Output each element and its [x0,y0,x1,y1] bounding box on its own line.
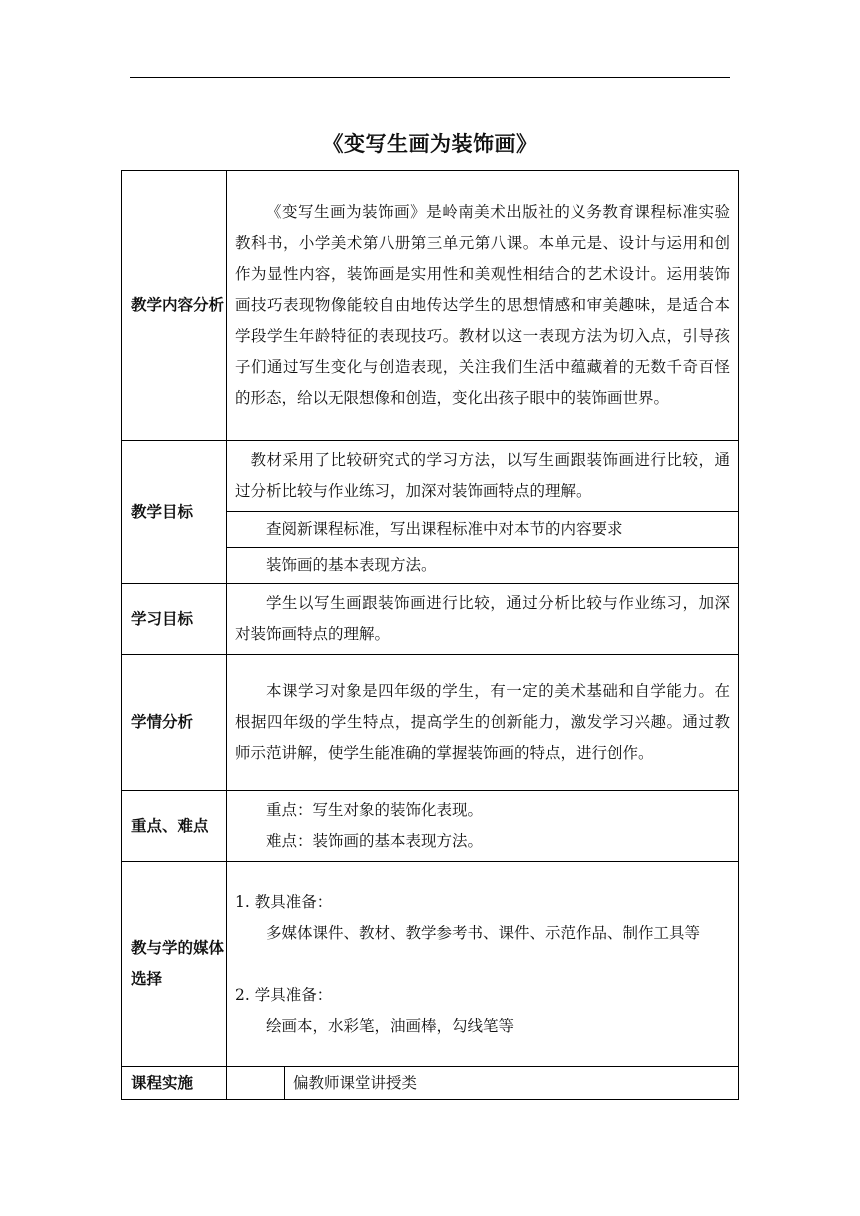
header-rule [130,77,730,78]
row-media [122,862,739,1067]
difficult-point: 难点：装饰画的基本表现方法。 [266,832,484,850]
label-implementation: 课程实施 [122,1067,227,1100]
teaching-goal-2-text: 查阅新课程标准，写出课程标准中对本节的内容要求 [266,520,623,538]
learning-goals-text [227,584,739,655]
row-learner-analysis [122,655,739,791]
row-content-analysis [122,171,739,441]
content-analysis-paragraph: 《变写生画为装饰画》是岭南美术出版社的义务教育课程标准实验教科书，小学美术第八册第三单元第八课。本单元是、设计与运用和创作为显性内容，装饰画是实用性和美观性相结合的艺术设计。运用装饰画技巧表现物像能较自由地传达学生的思想情感和审美趣味，是适合本学段学生年龄特征的表现技巧。教材以这一表现方法为切入点，引导孩子们通过写生变化与创造表现，关注我们生活中蕴藏着的无数千奇百怪的形态，给以无限想像和创造，变化出孩子眼中的装饰画世界。 [235,203,730,407]
label-learner-analysis: 学情分析 [122,655,227,791]
lesson-plan-table [121,170,739,1100]
label-media: 教与学的媒体选择 [122,862,227,1067]
media-text [227,862,739,1067]
media-item-1-text: 多媒体课件、教材、教学参考书、课件、示范作品、制作工具等 [266,923,701,942]
learning-goals-paragraph: 学生以写生画跟装饰画进行比较，通过分析比较与作业练习，加深对装饰画特点的理解。 [235,594,730,643]
teaching-goal-3-text: 装饰画的基本表现方法。 [266,556,437,574]
teaching-goal-3 [227,548,739,584]
label-content-analysis: 教学内容分析 [122,171,227,441]
learner-analysis-text [227,655,739,791]
label-learning-goals: 学习目标 [122,584,227,655]
media-item-2-text: 绘画本，水彩笔，油画棒，勾线笔等 [266,1016,515,1035]
label-key-points: 重点、难点 [122,791,227,862]
row-teaching-goals [122,441,739,512]
implementation-text: 偏教师课堂讲授类 [285,1067,739,1100]
row-key-points [122,791,739,862]
row-implementation [122,1067,739,1100]
media-item-1-title: 1. 教具准备： [235,892,333,911]
label-teaching-goals: 教学目标 [122,441,227,584]
teaching-goal-2 [227,512,739,548]
row-learning-goals [122,584,739,655]
media-item-2-title: 2. 学具准备： [235,985,333,1004]
learner-analysis-paragraph: 本课学习对象是四年级的学生，有一定的美术基础和自学能力。在根据四年级的学生特点，提高学生的创新能力，激发学习兴趣。通过教师示范讲解，使学生能准确的掌握装饰画的特点，进行创作。 [235,682,730,762]
key-points-text [227,791,739,862]
key-point: 重点：写生对象的装饰化表现。 [266,801,484,819]
implementation-empty-cell [227,1067,285,1100]
document-title: 《变写生画为装饰画》 [322,132,538,156]
teaching-goal-1 [227,441,739,512]
teaching-goal-1-text: 教材采用了比较研究式的学习方法，以写生画跟装饰画进行比较，通过分析比较与作业练习，加深对装饰画特点的理解。 [235,451,730,500]
content-analysis-text [227,171,739,441]
